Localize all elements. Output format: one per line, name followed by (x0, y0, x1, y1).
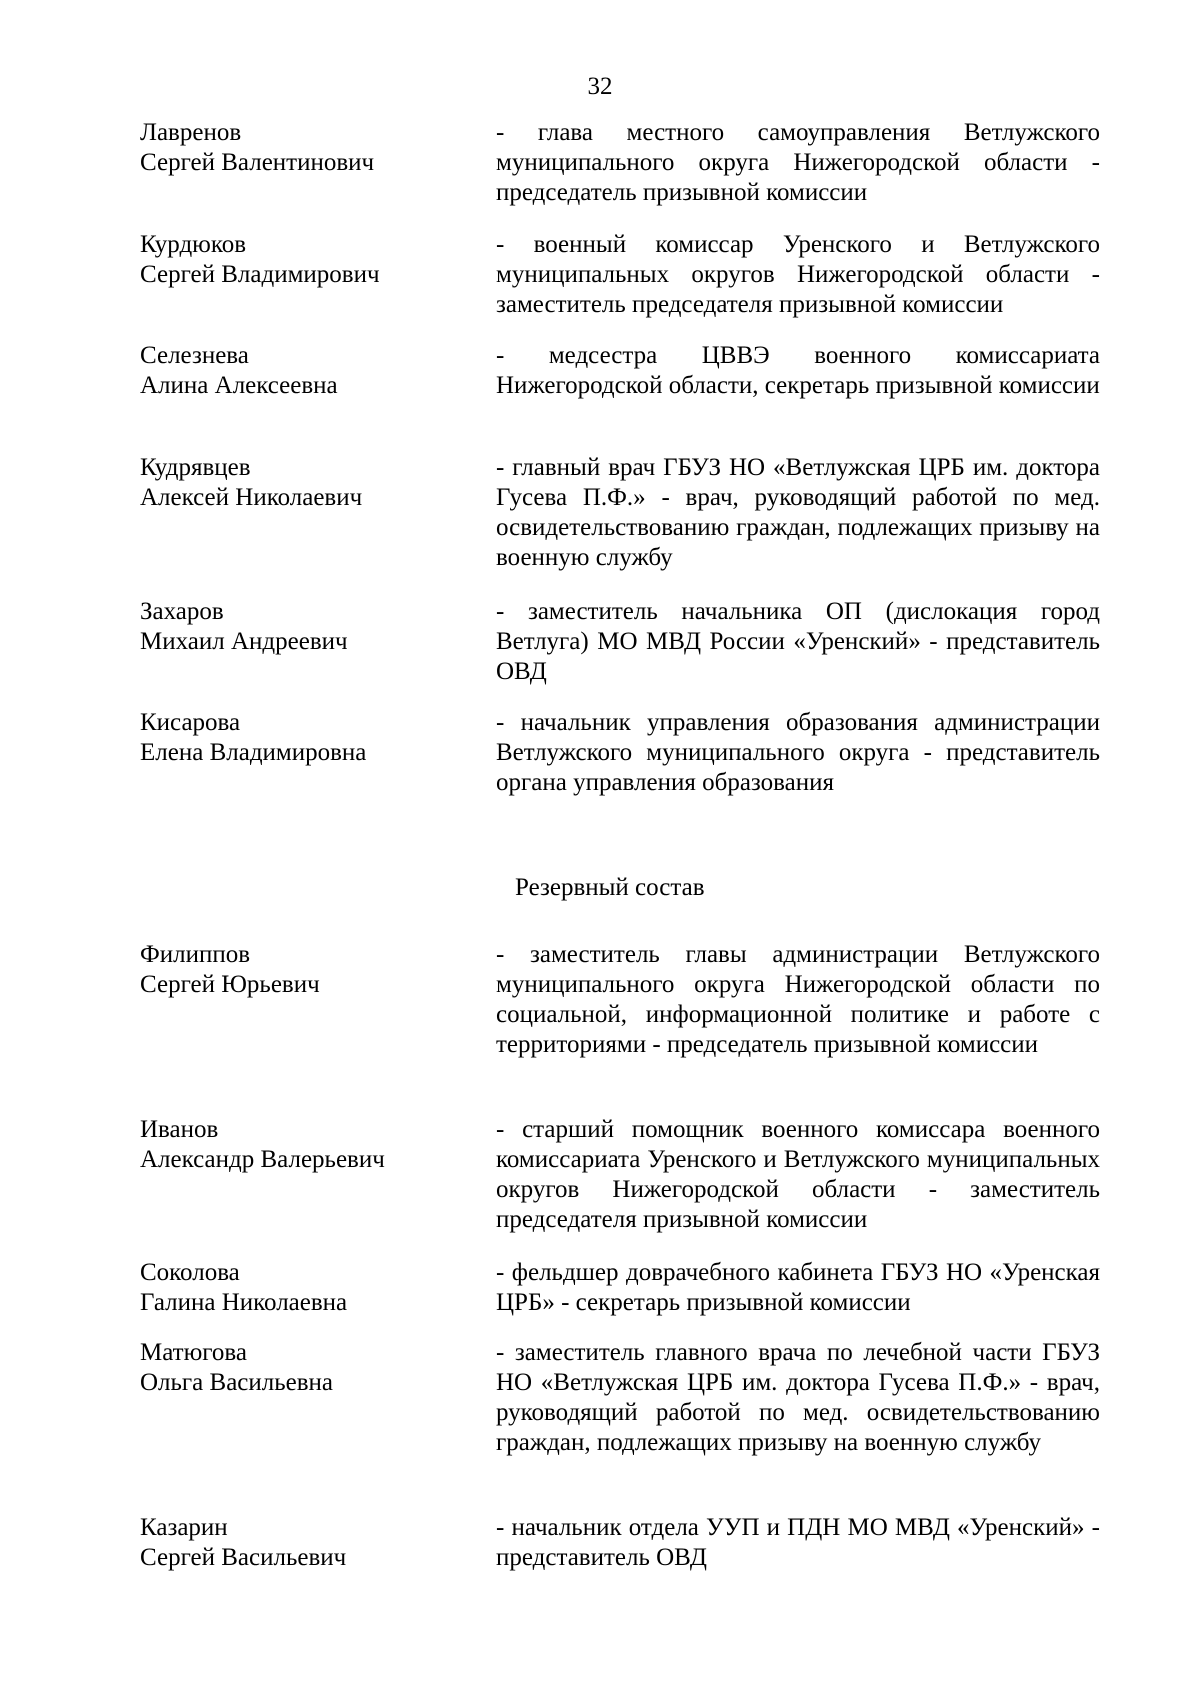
member-role: - глава местного самоуправления Ветлужского муниципального округа Нижегородской области - председатель призывной комиссии (496, 119, 1100, 206)
member-given-name: Елена Владимировна (140, 739, 367, 766)
member-surname: Матюгова (140, 1339, 247, 1366)
member-surname: Иванов (140, 1116, 219, 1143)
member-name (140, 597, 480, 657)
member-role: - главный врач ГБУЗ НО «Ветлужская ЦРБ им. доктора Гусева П.Ф.» - врач, руководящий работой по мед. освидетельствованию граждан, подлежащих призыву на военную службу (496, 454, 1100, 571)
member-name (140, 708, 480, 768)
member-role: - начальник управления образования администрации Ветлужского муниципального округа - представитель органа управления образования (496, 709, 1100, 796)
member-surname: Казарин (140, 1514, 228, 1541)
member-name (140, 118, 480, 178)
member-given-name: Сергей Юрьевич (140, 971, 320, 998)
member-name (140, 1258, 480, 1318)
member-role: - заместитель главы администрации Ветлужского муниципального округа Нижегородской области по социальной, информационной политике и работе с территориями - председатель призывной комиссии (496, 941, 1100, 1058)
member-role: - заместитель начальника ОП (дислокация город Ветлуга) МО МВД России «Уренский» - представитель ОВД (496, 598, 1100, 685)
member-surname: Захаров (140, 598, 224, 625)
member-given-name: Галина Николаевна (140, 1289, 348, 1316)
member-given-name: Сергей Владимирович (140, 261, 380, 288)
member-role: - фельдшер доврачебного кабинета ГБУЗ НО «Уренская ЦРБ» - секретарь призывной комиссии (496, 1259, 1100, 1316)
member-given-name: Сергей Валентинович (140, 149, 375, 176)
member-surname: Лавренов (140, 119, 242, 146)
member-given-name: Алина Алексеевна (140, 372, 338, 399)
member-name (140, 1513, 480, 1573)
member-role: - начальник отдела УУП и ПДН МО МВД «Уренский» - представитель ОВД (496, 1514, 1100, 1571)
member-role: - военный комиссар Уренского и Ветлужского муниципальных округов Нижегородской области - заместитель председателя призывной комиссии (496, 231, 1100, 318)
member-role: - медсестра ЦВВЭ военного комиссариата Нижегородской области, секретарь призывной комиссии (496, 342, 1100, 399)
member-surname: Кисарова (140, 709, 241, 736)
member-name (140, 1338, 480, 1398)
reserve-section-title: Резервный состав (515, 874, 705, 901)
member-name (140, 940, 480, 1000)
member-surname: Соколова (140, 1259, 240, 1286)
member-surname: Филиппов (140, 941, 251, 968)
member-name (140, 341, 480, 401)
member-given-name: Ольга Васильевна (140, 1369, 334, 1396)
page-number: 32 (587, 73, 613, 100)
member-surname: Селезнева (140, 342, 249, 369)
member-given-name: Алексей Николаевич (140, 484, 363, 511)
member-surname: Курдюков (140, 231, 247, 258)
member-role: - заместитель главного врача по лечебной части ГБУЗ НО «Ветлужская ЦРБ им. доктора Гусева П.Ф.» - врач, руководящий работой по мед. освидетельствованию граждан, подлежащих призыву на военную службу (496, 1339, 1100, 1456)
member-given-name: Сергей Васильевич (140, 1544, 347, 1571)
member-name (140, 453, 480, 513)
member-given-name: Александр Валерьевич (140, 1146, 385, 1173)
member-surname: Кудрявцев (140, 454, 251, 481)
member-given-name: Михаил Андреевич (140, 628, 348, 655)
member-name (140, 230, 480, 290)
member-role: - старший помощник военного комиссара военного комиссариата Уренского и Ветлужского муниципальных округов Нижегородской области - заместитель председателя призывной комиссии (496, 1116, 1100, 1233)
member-name (140, 1115, 480, 1175)
